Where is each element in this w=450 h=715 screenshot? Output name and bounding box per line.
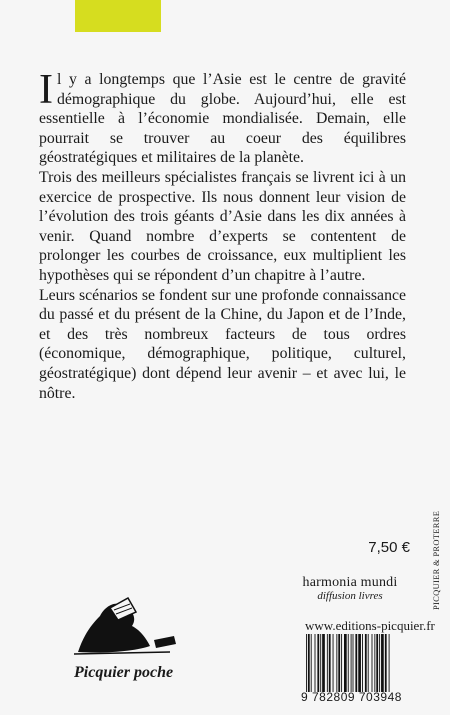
blurb-paragraph-1-text: l y a longtemps que l’Asie est le centre de gravité démographique du globe. Aujourd’hui, elle est essentielle à l’économie mondialisée. Demain, elle pourrait se trouver au coeur des équilibres géostratégiques et militaires de la planète. (39, 71, 406, 167)
barcode-bar (374, 634, 375, 692)
distributor-name: harmonia mundi (302, 575, 398, 590)
blurb-paragraph-3: Leurs scénarios se fondent sur une profonde connaissance du passé et du présent de la Chine, du Japon et de l’Inde, et des très nombreux facteurs de tous ordres (économique, démographique, politique, culturel, géostratégique) dont dépend leur avenir – et avec lui, le nôtre. (39, 286, 406, 402)
barcode-bar (365, 634, 367, 692)
barcode-bar (322, 634, 325, 692)
barcode-bar (348, 634, 349, 692)
barcode-bar (315, 634, 316, 692)
barcode-bar (329, 634, 331, 692)
barcode-bar (333, 634, 334, 692)
barcode-bar (311, 634, 312, 692)
publisher-logo-illustration (70, 594, 180, 658)
accent-color-block (75, 0, 161, 32)
barcode-bar (372, 634, 373, 692)
publisher-vertical-text: PICQUIER & PROTERRE (431, 510, 441, 610)
barcode-bar (381, 634, 384, 692)
barcode-bar (341, 634, 342, 692)
barcode-bar (355, 634, 357, 692)
barcode-bar (317, 634, 319, 692)
price-label: 7,50 € (368, 539, 410, 556)
isbn-barcode (306, 634, 426, 692)
barcode-bar (306, 634, 307, 692)
barcode-bar (385, 634, 387, 692)
barcode-bar (389, 634, 390, 692)
barcode-bar (376, 634, 378, 692)
barcode-bar (336, 634, 337, 692)
barcode-bar (362, 634, 363, 692)
barcode-bar (338, 634, 340, 692)
publisher-website: www.editions-picquier.fr (305, 618, 435, 633)
isbn-number: 9 782809 703948 (301, 690, 402, 704)
barcode-bar (344, 634, 347, 692)
barcode-bar (358, 634, 361, 692)
publisher-vertical-logo (420, 510, 441, 610)
distributor-subtitle: diffusion livres (317, 590, 383, 602)
barcode-bar (379, 634, 380, 692)
back-cover-blurb (39, 67, 406, 403)
barcode-bar (327, 634, 328, 692)
barcode-bar (353, 634, 354, 692)
series-name: Picquier poche (74, 664, 174, 681)
barcode-bar (368, 634, 369, 692)
barcode-bar (320, 634, 321, 692)
barcode-bar (308, 634, 310, 692)
blurb-paragraph-2: Trois des meilleurs spécialistes français se livrent ici à un exercice de prospective. Ils nous donnent leur vision de l’évolution des trois géants d’Asie dans les dix années à venir. Quand nombre d’experts se contentent de prolonger les courbes de croissance, eux multiplient les hypothèses qui se répondent d’un chapitre à l’autre. (39, 168, 406, 284)
drop-cap: I (39, 67, 53, 113)
barcode-bar (351, 634, 352, 692)
blurb-paragraph-1 (39, 67, 406, 168)
distributor-logo (285, 575, 415, 602)
